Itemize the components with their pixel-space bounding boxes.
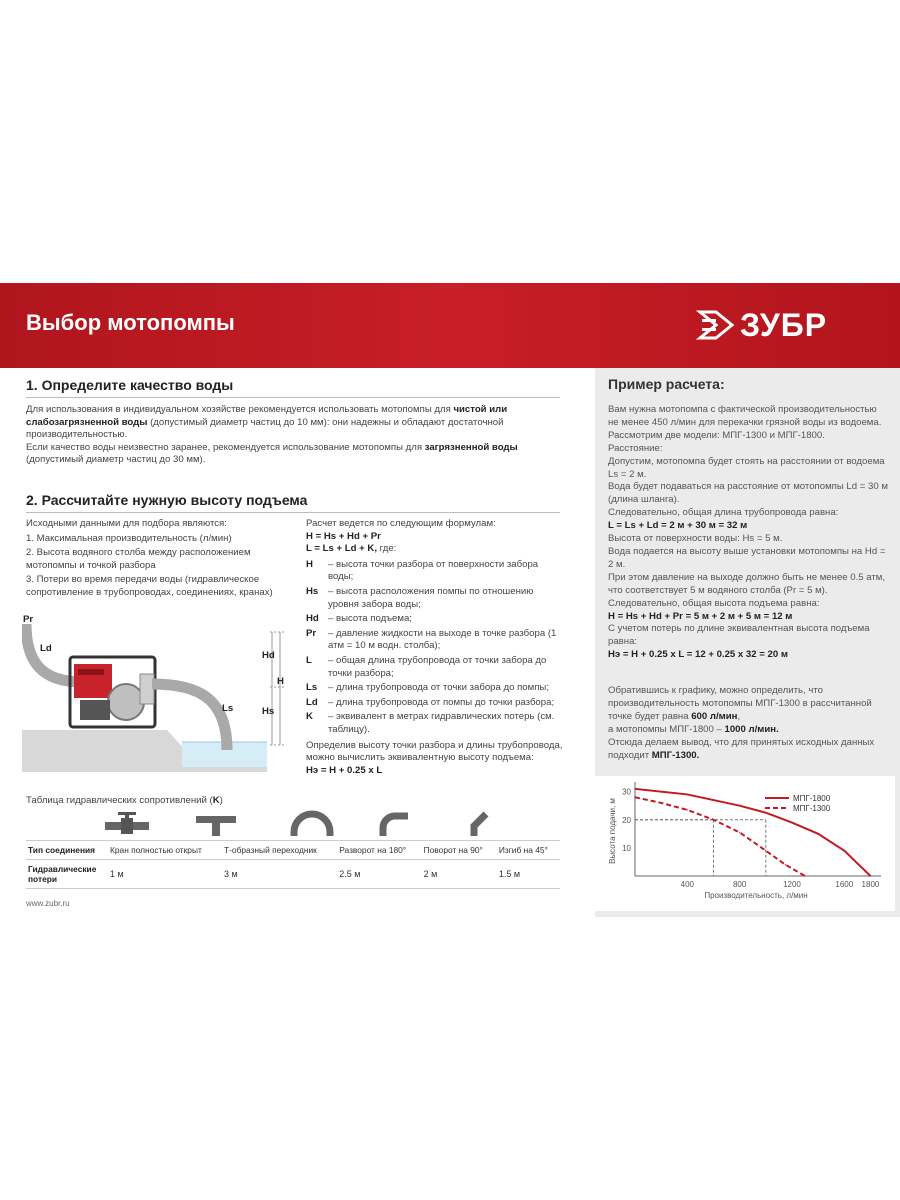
definition-symbol: K — [306, 711, 313, 723]
example-formula-l: L = Ls + Ld = 2 м + 30 м = 32 м — [608, 520, 748, 532]
example-formula-h: H = Hs + Hd + Pr = 5 м + 2 м + 5 м = 12 м — [608, 610, 793, 622]
definition-text: – давление жидкости на выходе в точке разбора (1 атм = 10 м водн. столба); — [328, 627, 557, 652]
table-cell: Изгиб на 45° — [497, 841, 560, 860]
series-point — [661, 802, 662, 803]
label-ls: Ls — [222, 703, 234, 714]
x-tick-label: 800 — [732, 880, 747, 889]
definition-text: – длина трубопровода от помпы до точки разбора; — [328, 696, 555, 708]
bend-45-icon — [468, 810, 490, 836]
list-item: 1. Максимальная производительность (л/мин) — [26, 532, 232, 544]
table-cell: 1.5 м — [497, 860, 560, 889]
definition-text: – длина трубопровода от точки забора до помпы; — [328, 682, 549, 694]
formula-h: H = Hs + Hd + Pr — [306, 530, 381, 542]
series-point — [818, 833, 819, 834]
tee-icon — [196, 812, 236, 836]
pump-diagram — [22, 612, 284, 777]
definition-text: – общая длина трубопровода от точки забора до точки разбора; — [328, 654, 547, 679]
header-banner — [0, 283, 900, 368]
definition-symbol: H — [306, 558, 313, 570]
definition-symbol: Ld — [306, 696, 318, 708]
label-h: H — [277, 676, 284, 687]
table-cell: 3 м — [222, 860, 337, 889]
section2-divider — [26, 512, 560, 513]
formula-outro: Определив высоту точки разбора и длины трубопровода, можно вычислить эквивалентную высоту подъема: — [306, 739, 563, 764]
series-point — [687, 794, 688, 795]
table-row — [26, 860, 560, 889]
definition-item — [306, 655, 566, 680]
series-point — [844, 850, 845, 851]
example-panel — [595, 368, 900, 917]
table-row — [26, 841, 560, 860]
example-formula-he: Hэ = H + 0.25 x L = 12 + 0.25 x 32 = 20 м — [608, 649, 788, 661]
definition-item — [306, 586, 566, 611]
example-title: Пример расчета: — [608, 376, 725, 392]
series-point — [713, 819, 714, 820]
footer-url: www.zubr.ru — [26, 899, 70, 908]
series-point — [687, 809, 688, 810]
series-point — [634, 788, 635, 789]
definitions-list — [306, 559, 566, 737]
example-conclusion: Обратившись к графику, можно определить, что производительность мотопомпы МПГ-1300 в рассчитанной точке будет равна 600 л/мин, а мотопомпы МПГ-1800 – 1000 л/мин. Отсюда делаем вывод, что для принятых исходных данных подходит МПГ-1300. — [608, 685, 875, 761]
y-tick-label: 10 — [622, 843, 631, 853]
valve-icon — [105, 812, 149, 836]
page-title: Выбор мотопомпы — [26, 310, 235, 335]
x-axis-label: Производительность, л/мин — [704, 891, 808, 900]
row-label-type: Тип соединения — [26, 841, 108, 860]
table-cell: 1 м — [108, 860, 222, 889]
label-hs: Hs — [262, 706, 275, 717]
formula-intro: Расчет ведется по следующим формулам: — [306, 518, 496, 529]
table-cell: Т-образный переходник — [222, 841, 337, 860]
y-tick-label: 20 — [622, 815, 631, 825]
table-title: Таблица гидравлических сопротивлений (K) — [26, 795, 223, 806]
series-point — [634, 797, 635, 798]
list-item: 2. Высота водяного столба между расположением мотопомпы и точкой разбора — [26, 547, 251, 571]
definition-symbol: Ls — [306, 682, 318, 694]
definition-item — [306, 613, 566, 626]
formula-he: Hэ = H + 0.25 x L — [306, 764, 383, 776]
row-label-loss: Гидравлические потери — [26, 860, 108, 889]
series-point — [739, 832, 740, 833]
y-axis-label: Высота подачи, м — [608, 798, 617, 864]
formula-l: L = Ls + Ld + K, где: — [306, 543, 397, 555]
source-data-intro: Исходными данными для подбора являются: — [26, 518, 227, 529]
definition-symbol: Hd — [306, 613, 319, 625]
definition-text: – эквивалент в метрах гидравлических потерь (см. таблицу). — [328, 711, 555, 735]
series-point — [804, 875, 805, 876]
label-hd: Hd — [262, 650, 275, 661]
series-point — [739, 805, 740, 806]
pump-body — [108, 684, 144, 720]
definition-text: – высота точки разбора от поверхности забора воды; — [328, 558, 539, 583]
definition-item — [306, 628, 566, 653]
source-data-list — [26, 518, 281, 602]
section1-divider — [26, 397, 560, 398]
label-ld: Ld — [40, 643, 52, 654]
x-tick-label: 1200 — [783, 880, 801, 889]
logo-wordmark: ЗУБР — [740, 307, 828, 343]
table-cell: Разворот на 180° — [337, 841, 421, 860]
formulas-block — [306, 518, 566, 777]
definition-symbol: Pr — [306, 627, 317, 639]
table-cell: 2 м — [422, 860, 497, 889]
definition-symbol: L — [306, 654, 312, 666]
table-cell: Поворот на 90° — [422, 841, 497, 860]
section2-title: 2. Рассчитайте нужную высоту подъема — [26, 492, 308, 508]
table-cell: 2.5 м — [337, 860, 421, 889]
legend-label: МПГ-1800 — [793, 794, 831, 803]
list-item: 3. Потери во время передачи воды (гидравлическое сопротивление в трубопроводах, соединениях, кранах) — [26, 574, 273, 598]
example-text: Вам нужна мотопомпа с фактической производительностью не менее 450 л/мин для перекачки грязной воды из водоема. Рассмотрим две модели: МПГ-1300 и МПГ-1800. Расстояние: Допустим, мотопомпа будет стоять на расстоянии от водоема Ls = 2 м. Вода будет подаваться на расстояние от мотопомпы Ld = 30 м (длина шланга). Следовательно, общая длина трубопровода равна: L = Ls + Ld = 2 м + 30 м = 32 м Высота от поверхности воды: Hs = 5 м. Вода подается на высоту выше установки мотопомпы на Hd = 2 м. При этом давление на выходе должно быть не менее 0.5 атм, что соответствует 5 м водяного столба (Pr = 5 м). Следовательно, общая высота подъема равна: H = Hs + Hd + Pr = 5 м + 2 м + 5 м = 12 м С учетом потерь по длине эквивалентная высота подъема равна: Hэ = H + 0.25 x L = 12 + 0.25 x 32 = 20 м — [608, 404, 888, 661]
series-point — [791, 822, 792, 823]
definition-text: – высота подъема; — [328, 613, 412, 625]
u-bend-icon — [288, 810, 336, 836]
definition-text: – высота расположения помпы по отношению уровня забора воды; — [328, 585, 534, 610]
section1-title: 1. Определите качество воды — [26, 377, 234, 393]
brand-logo — [696, 307, 878, 343]
hydraulic-table — [26, 840, 560, 889]
x-tick-label: 1800 — [861, 880, 880, 889]
series-point — [765, 850, 766, 851]
outlet-hose — [26, 624, 82, 682]
definition-item — [306, 711, 566, 736]
y-tick-label: 30 — [622, 787, 631, 797]
legend-label: МПГ-1300 — [793, 804, 831, 813]
series-point — [785, 864, 786, 865]
x-tick-label: 1600 — [835, 880, 854, 889]
performance-chart — [595, 776, 895, 911]
definition-item — [306, 682, 566, 695]
definition-symbol: Hs — [306, 585, 319, 597]
x-tick-label: 400 — [680, 880, 695, 889]
definition-item — [306, 559, 566, 584]
elbow-90-icon — [378, 810, 408, 836]
section1-text: Для использования в индивидуальном хозяйстве рекомендуется использовать мотопомпы для чистой или слабозагрязненной воды (допустимый диаметр частиц до 10 мм): они надежны и обладают достаточной производительностью. Если качество воды неизвестно заранее, рекомендуется использование мотопомпы для загрязненной воды (допустимый диаметр частиц до 30 мм). — [26, 404, 518, 466]
series-point — [870, 875, 871, 876]
series-point — [765, 812, 766, 813]
table-cell: Кран полностью открыт — [108, 841, 222, 860]
definition-item — [306, 697, 566, 710]
label-pr: Pr — [23, 614, 34, 625]
logo-arrow-icon — [696, 307, 736, 343]
